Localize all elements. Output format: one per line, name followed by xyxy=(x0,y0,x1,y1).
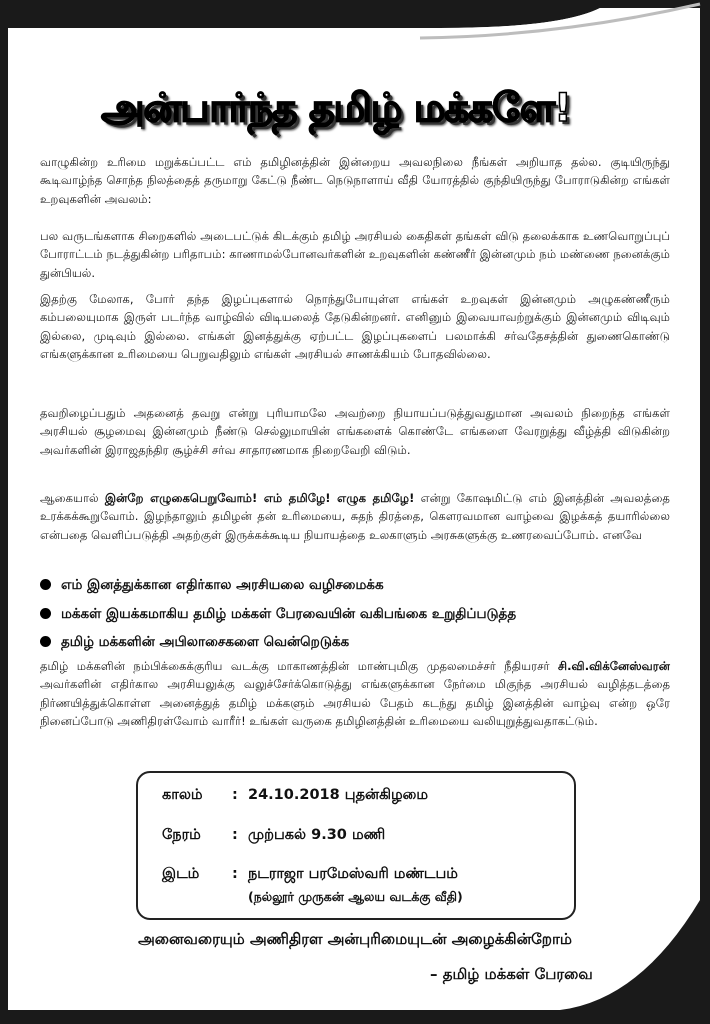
signature: – தமிழ் மக்கள் பேரவை xyxy=(430,965,593,983)
bullet-dot-icon xyxy=(40,579,51,590)
paragraph-invitation xyxy=(40,657,670,730)
bullet-dot-icon xyxy=(40,636,51,647)
invitation-text-end: அவர்களின் எதிர்கால அரசியலுக்கு வலுச்சேர்க்கொடுத்து எங்களுக்கான நேர்மை மிகுந்த அரசியல் வழித்தடத்தை நிர்ணயித்துக்கொள்ள அனைத்துத் தமிழ் மக்களும் அரசியல் பேதம் கடந்து தமிழ் இனத்தின் வாழ்வு என்ற ஒரே நினைப்போடு அணிதிரள்வோம் வாரீர்! உங்கள் வருகை தமிழினத்தின் உரிமையை வலியுறுத்துவதாகட்டும். xyxy=(40,677,670,728)
event-time-label: நேரம் xyxy=(162,827,201,843)
bullet-label: எம் இனத்துக்கான எதிர்கால அரசியலை வழிசமைக்க xyxy=(61,577,384,593)
bullet-item xyxy=(40,577,670,595)
paragraph-intro: வாழுகின்ற உரிமை மறுக்கப்பட்ட எம் தமிழினத்தின் இன்றைய அவலநிலை நீங்கள் அறியாத தல்ல. குடியிருந்து கூடிவாழ்ந்த சொந்த நிலத்தைத் தருமாறு கேட்டு நீண்ட நெடுநாளாய் வீதி யோரத்தில் குந்தியிருந்து போராடுகின்ற எங்கள் உறவுகளின் அவலம்: xyxy=(40,155,670,206)
event-date-label: காலம் xyxy=(162,787,203,803)
event-venue-value: நடராஜா பரமேஸ்வரி மண்டபம் xyxy=(248,866,458,882)
event-date-value: 24.10.2018 புதன்கிழமை xyxy=(248,787,429,803)
event-venue-label: இடம் xyxy=(162,866,200,882)
event-date-row xyxy=(162,787,428,805)
closing-invitation: அனைவரையும் அணிதிரள அன்புரிமையுடன் அழைக்கின்றோம் xyxy=(138,930,572,948)
call-slogan: இன்றே எழுகைபெறுவோம்! எம் தமிழே! எழுக தமிழே! xyxy=(104,491,415,505)
call-text-start: ஆகையால் xyxy=(40,491,105,505)
paragraph-call xyxy=(40,489,670,544)
event-time-value: முற்பகல் 9.30 மணி xyxy=(248,827,386,843)
call-text-end: என்று கோஷமிட்டு எம் இனத்தின் அவலத்தை உரக்கக்கூறுவோம். இழந்தாலும் தமிழன் தன் உரிமையை, சுதந் திரத்தை, கௌரவமான வாழ்வை இழக்கத் தயாரில்லை என்பதை வெளிப்படுத்தி அதற்குள் இருக்கக்கூடிய நியாயத்தை உலகாளும் அரசுகளுக்கு உணரவைப்போம். எனவே xyxy=(40,491,670,542)
event-time-row xyxy=(162,827,385,845)
bullet-label: மக்கள் இயக்கமாகிய தமிழ் மக்கள் பேரவையின் வகிபங்கை உறுதிப்படுத்த xyxy=(61,606,517,622)
event-details-box xyxy=(136,771,576,920)
paragraph-prisoners: பல வருடங்களாக சிறைகளில் அடைபட்டுக் கிடக்கும் தமிழ் அரசியல் கைதிகள் தங்கள் விடு தலைக்காக உணவொறுப்புப் போராட்டம் நடத்துகின்ற பரிதாபம்: காணாமல்போனவர்களின் உறவுகளின் கண்ணீர் இன்னமும் நம் மண்ணை நனைக்கும் துன்பியல். xyxy=(40,229,670,280)
paragraph-losses: இதற்கு மேலாக, போர் தந்த இழப்புகளால் நொந்துபோயுள்ள எங்கள் உறவுகள் இன்னமும் அழுகண்ணீரும் கம்பலையுமாக இருள் படர்ந்த வாழ்வில் விடியலைத் தேடுகின்றனர். எனினும் இவையாவற்றுக்கும் இன்னமும் விடிவும் இல்லை, முடிவும் இல்லை. எங்கள் இனத்துக்கு ஏற்பட்ட இழப்புகளைப் பலமாக்கி சர்வதேசத்தின் துணைகொண்டு எங்களுக்கான உரிமையை பெறுவதிலும் எங்கள் அரசியல் சாணக்கியம் போதவில்லை. xyxy=(40,292,670,361)
bullet-item xyxy=(40,634,670,652)
separator: : xyxy=(232,827,238,843)
event-venue-row xyxy=(162,866,458,884)
event-venue-subtitle: (நல்லூர் முருகன் ஆலய வடக்கு வீதி) xyxy=(248,889,463,904)
bullet-item xyxy=(40,606,670,624)
page-title: அன்பார்ந்த தமிழ் மக்களே! xyxy=(101,86,571,131)
separator: : xyxy=(232,866,238,882)
paragraph-politics: தவறிழைப்பதும் அதனைத் தவறு என்று புரியாமலே அவற்றை நியாயப்படுத்துவதுமான அவலம் நிறைந்த எங்கள் அரசியல் சூழமைவு இன்னமும் நீண்டு செல்லுமாயின் எங்களைக் கொண்டே எங்களை வேரறுத்து வீழ்த்தி விடுகின்ற அவர்களின் இராஜதந்திர சூழ்ச்சி சர்வ சாதாரணமாக நிறைவேறி விடும். xyxy=(40,406,670,457)
bullet-label: தமிழ் மக்களின் அபிலாசைகளை வென்றெடுக்க xyxy=(61,634,350,650)
bullet-dot-icon xyxy=(40,608,51,619)
separator: : xyxy=(232,787,238,803)
invitation-text-start: தமிழ் மக்களின் நம்பிக்கைக்குரிய வடக்கு மாகாணத்தின் மாண்புமிகு முதலமைச்சர் நீதியரசர் xyxy=(40,659,559,673)
chief-minister-name: சி.வி.விக்னேஸ்வரன் xyxy=(558,659,670,673)
